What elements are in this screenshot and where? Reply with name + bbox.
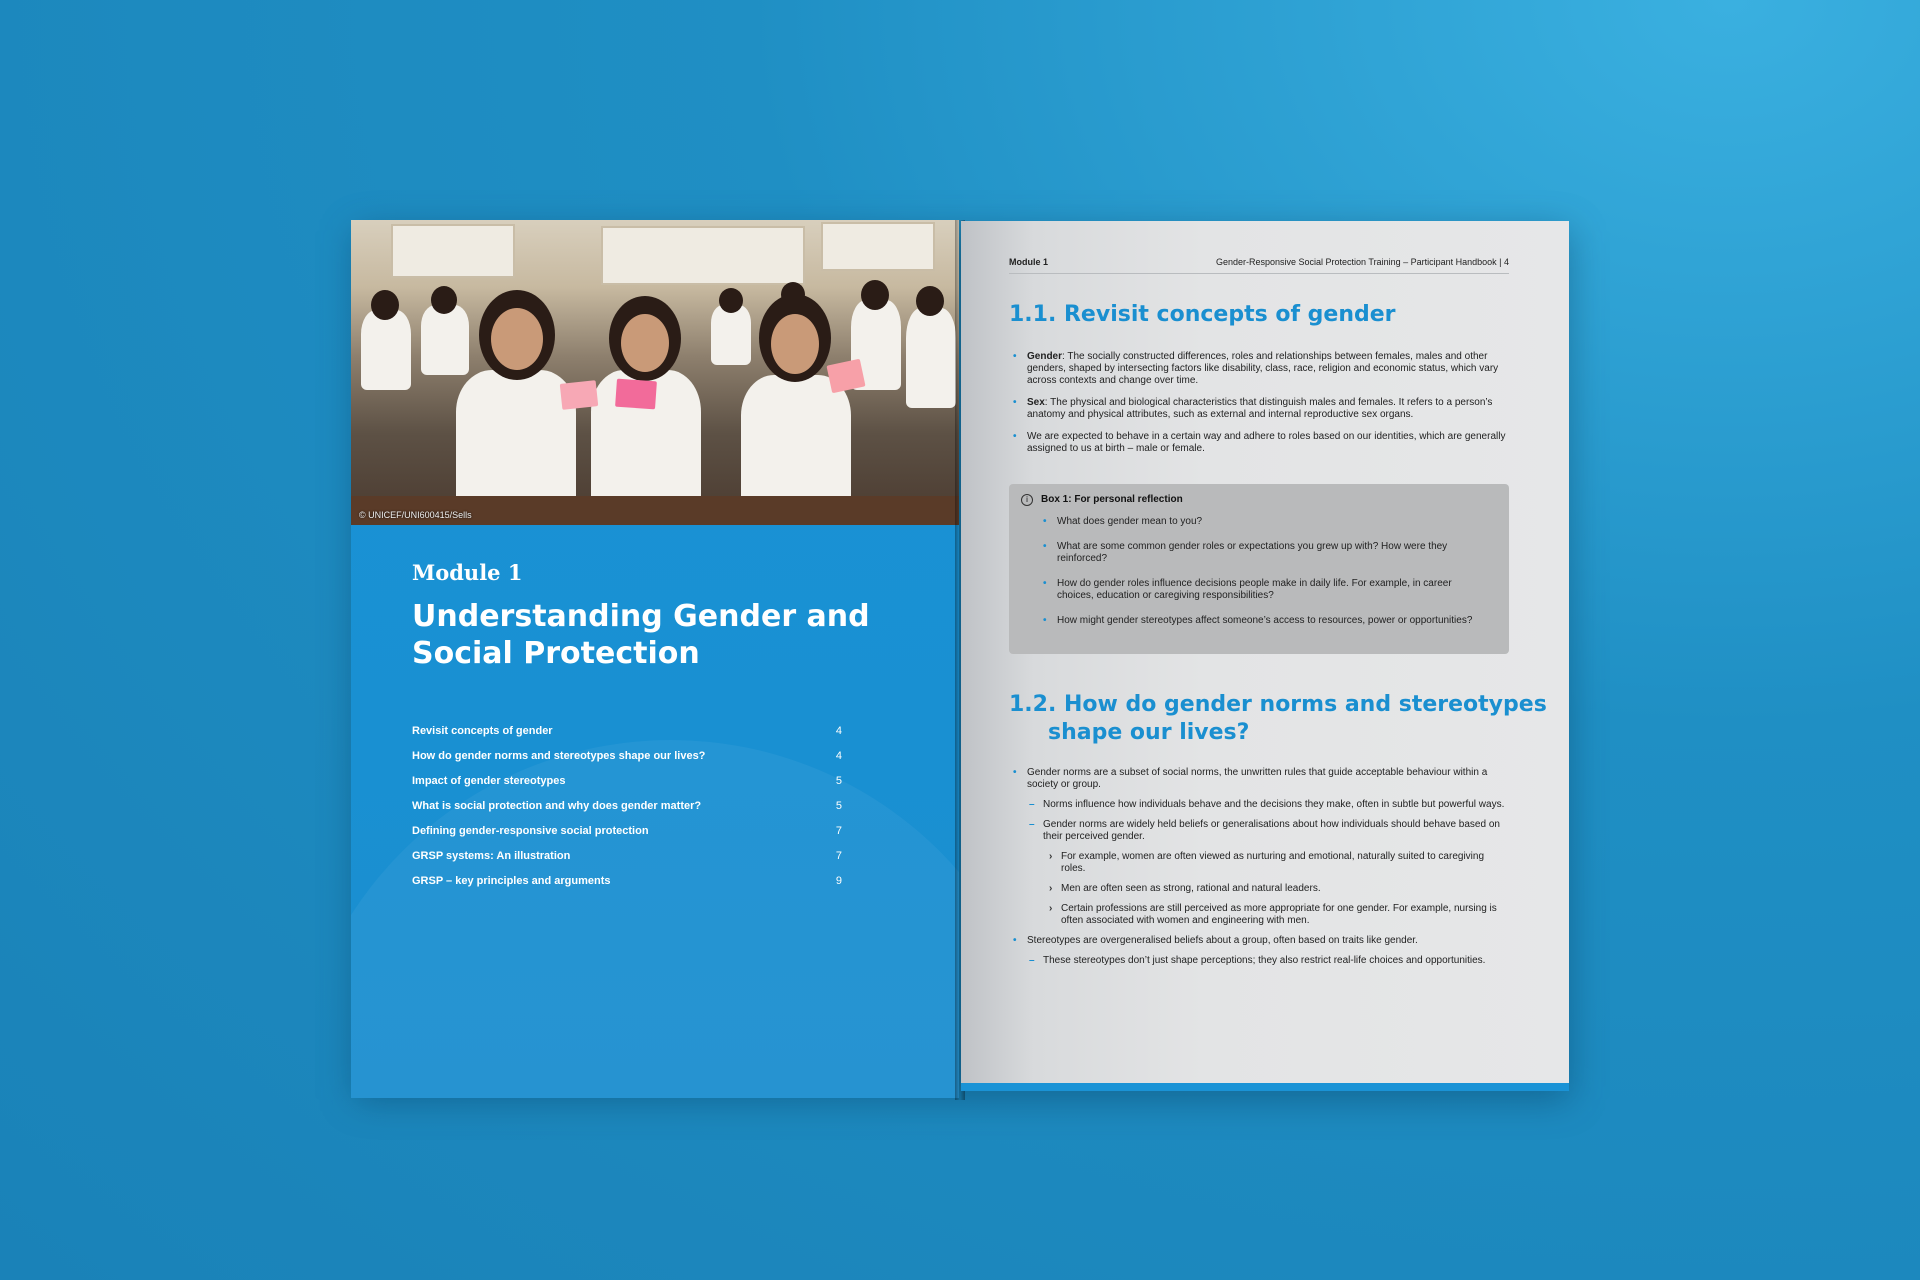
info-icon: i (1021, 494, 1033, 506)
toc-item[interactable] (412, 718, 842, 743)
bullet-term: Sex (1027, 397, 1045, 408)
student (711, 305, 751, 365)
section-2-title-line1: 1.2. How do gender norms and stereotypes (1009, 692, 1547, 717)
toc-item-title: Revisit concepts of gender (412, 724, 553, 737)
toc-item-page: 4 (835, 724, 842, 737)
section-2-item: – Norms influence how individuals behave and the decisions they make, often in subtle but powerful ways. (1009, 799, 1509, 811)
header-handbook-title: Gender-Responsive Social Protection Training – Participant Handbook | 4 (1215, 257, 1509, 267)
page-header (1009, 257, 1509, 274)
toc-item-page: 9 (835, 874, 842, 887)
table-of-contents (412, 718, 842, 893)
bullet-term: Gender (1027, 351, 1063, 362)
section-2-item: › For example, women are often viewed as nurturing and emotional, naturally suited to caregiving roles. (1009, 851, 1509, 875)
toc-item-page: 5 (835, 774, 842, 787)
reflection-question: • What does gender mean to you? (1039, 516, 1479, 528)
toc-item[interactable] (412, 868, 842, 893)
box-title-text: Box 1: For personal reflection (1041, 494, 1183, 505)
toc-item[interactable] (412, 768, 842, 793)
section-2-item: › Certain professions are still perceived as more appropriate for one gender. For example, nursing is often associated with women and engineering with men. (1009, 903, 1509, 927)
box-list (1039, 516, 1479, 640)
right-page (961, 221, 1569, 1091)
toc-item[interactable] (412, 818, 842, 843)
student-face (621, 314, 669, 372)
toc-item-title: What is social protection and why does gender matter? (412, 799, 702, 812)
toc-item-title: How do gender norms and stereotypes shape our lives? (412, 749, 706, 762)
classroom-board (391, 224, 515, 278)
toc-item-page: 7 (835, 824, 842, 837)
section-1-bullets (1009, 351, 1509, 465)
bullet-text: : The physical and biological characteristics that distinguish males and females. It refers to a person’s anatomy and physical attributes, such as external and internal reproductive sex organs. (1027, 397, 1493, 420)
reflection-question: • How do gender roles influence decisions people make in daily life. For example, in career choices, education or caregiving responsibilities? (1039, 578, 1479, 602)
pink-card (560, 380, 599, 410)
section-1-title: 1.1. Revisit concepts of gender (1009, 302, 1396, 327)
section-2-title (1009, 691, 1547, 747)
student-face (771, 314, 819, 374)
toc-item-title: Impact of gender stereotypes (412, 774, 566, 787)
reflection-question: • How might gender stereotypes affect someone’s access to resources, power or opportunities? (1039, 615, 1479, 627)
toc-item-page: 5 (835, 799, 842, 812)
bullet-text: : The socially constructed differences, roles and relationships between females, males and other genders, shaped by intersecting factors like disability, class, race, religion and economic status, which vary across contexts and change over time. (1027, 351, 1499, 386)
toc-item[interactable] (412, 743, 842, 768)
photo-credit: © UNICEF/UNI600415/Sells (359, 510, 472, 520)
student-face (491, 308, 543, 370)
bullet-text: We are expected to behave in a certain way and adhere to roles based on our identities, which are generally assigned to us at birth – male or female. (1027, 431, 1506, 454)
toc-item-title: Defining gender-responsive social protection (412, 824, 649, 837)
bullet-item (1009, 397, 1509, 421)
page-bottom-bar (961, 1083, 1569, 1091)
pink-card (615, 379, 657, 410)
section-2-bullets (1009, 767, 1509, 975)
student (906, 308, 956, 408)
section-2-item: • Stereotypes are overgeneralised beliefs about a group, often based on traits like gender. (1009, 935, 1509, 947)
section-2-item: • Gender norms are a subset of social norms, the unwritten rules that guide acceptable behaviour within a society or group. (1009, 767, 1509, 791)
box-title (1021, 494, 1183, 506)
section-2-item: › Men are often seen as strong, rational and natural leaders. (1009, 883, 1509, 895)
student-front-right (741, 375, 851, 510)
student (421, 305, 469, 375)
section-2-title-line2: shape our lives? (1048, 720, 1250, 745)
classroom-board (601, 226, 805, 285)
student-head (431, 286, 457, 314)
toc-item-title: GRSP systems: An illustration (412, 849, 571, 862)
module-label: Module 1 (412, 560, 523, 585)
bullet-item (1009, 351, 1509, 387)
student (361, 310, 411, 390)
toc-item-page: 7 (835, 849, 842, 862)
header-module: Module 1 (1009, 257, 1049, 267)
module-title: Understanding Gender and Social Protection (412, 599, 870, 671)
cover-photo (351, 220, 959, 525)
student-head (371, 290, 399, 320)
toc-item[interactable] (412, 793, 842, 818)
student-head (719, 288, 743, 313)
toc-item-page: 4 (835, 749, 842, 762)
student-head (916, 286, 944, 316)
student-head (861, 280, 889, 310)
toc-item[interactable] (412, 843, 842, 868)
toc-item-title: GRSP – key principles and arguments (412, 874, 611, 887)
reflection-question: • What are some common gender roles or expectations you grew up with? How were they reinforced? (1039, 541, 1479, 565)
reflection-box (1009, 484, 1509, 654)
classroom-board (821, 222, 935, 271)
section-2-item: – These stereotypes don’t just shape perceptions; they also restrict real-life choices and opportunities. (1009, 955, 1509, 967)
section-2-item: – Gender norms are widely held beliefs or generalisations about how individuals should behave based on their perceived gender. (1009, 819, 1509, 843)
left-page (351, 220, 959, 1098)
student-front-left (456, 370, 576, 510)
bullet-item (1009, 431, 1509, 455)
